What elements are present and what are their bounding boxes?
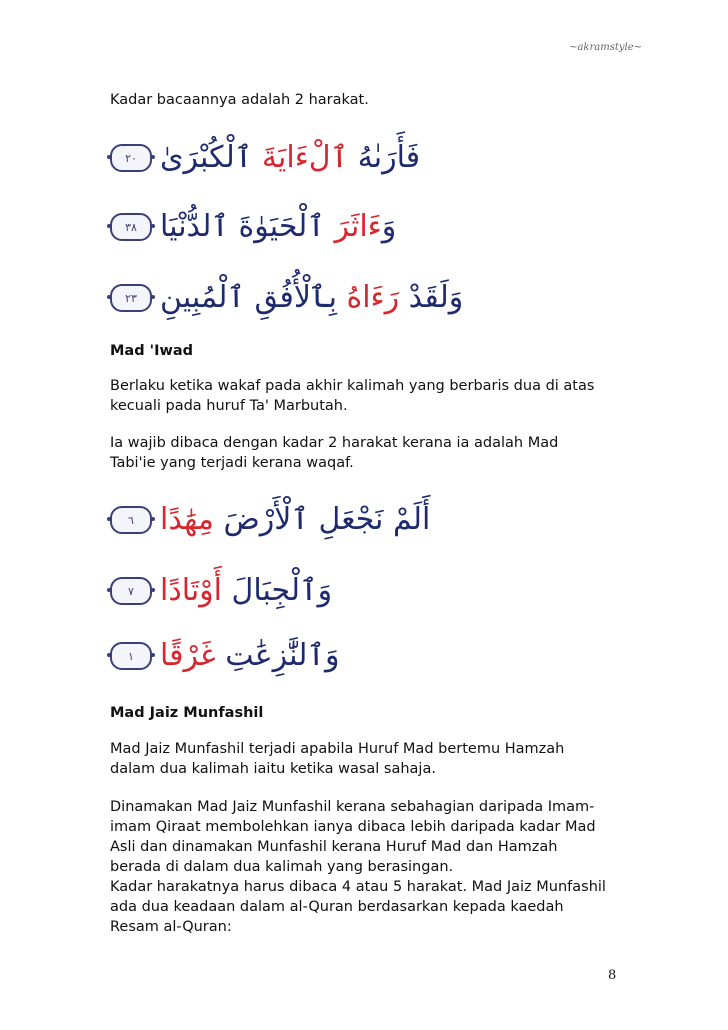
highlighted-word: ٱلْءَايَةَ [261,140,349,175]
arabic-verse: وَٱلنَّٰزِعَٰتِ غَرْقًا [160,638,340,673]
ayah-number-marker: ١ [110,642,152,670]
highlighted-word: مِهَٰدًا [160,502,214,537]
section-heading-mad-jaiz-munfashil: Mad Jaiz Munfashil [110,705,264,721]
ayah-number-marker: ٢٣ [110,284,152,312]
verse-row [110,205,400,249]
header-brand: ~akramstyle~ [569,42,642,53]
paragraph: Dinamakan Mad Jaiz Munfashil kerana sebahagian daripada Imam- imam Qiraat membolehkan ianya dibaca lebih daripada kadar Mad Asli dan dinamakan Munfashil kerana Huruf Mad dan Hamzah berada di dalam dua kalimah yang berasingan. Kadar harakatnya harus dibaca 4 atau 5 harakat. Mad Jaiz Munfashil ada dua keadaan dalam al-Quran berdasarkan kepada kaedah Resam al-Quran: [110,799,606,935]
paragraph: Berlaku ketika wakaf pada akhir kalimah yang berbaris dua di atas kecuali pada huruf Ta' Marbutah. [110,378,595,414]
verse-row [110,276,464,320]
paragraph: Mad Jaiz Munfashil terjadi apabila Huruf Mad bertemu Hamzah dalam dua kalimah iaitu ketika wasal sahaja. [110,741,565,777]
ayah-number-marker: ٧ [110,577,152,605]
paragraph: Ia wajib dibaca dengan kadar 2 harakat kerana ia adalah Mad Tabi'ie yang terjadi kerana waqaf. [110,435,559,471]
ayah-number-marker: ٢٠ [110,144,152,172]
arabic-verse: وَٱلْجِبَالَ أَوْتَادًا [160,573,333,608]
arabic-verse: أَلَمْ نَجْعَلِ ٱلْأَرْضَ مِهَٰدًا [160,502,431,537]
arabic-verse: وَءَاثَرَ ٱلْحَيَوٰةَ ٱلدُّنْيَا [160,209,397,244]
verse-row [110,498,431,542]
intro-text: Kadar bacaannya adalah 2 harakat. [110,92,369,108]
arabic-verse: فَأَرَىٰهُ ٱلْءَايَةَ ٱلْكُبْرَىٰ [160,140,421,175]
highlighted-word: غَرْقًا [160,638,216,673]
highlighted-word: ءَاثَرَ [334,209,382,244]
highlighted-word: رَءَاهُ [346,280,400,315]
page-number: 8 [608,968,617,983]
verse-row [110,569,400,613]
arabic-verse: وَلَقَدْ رَءَاهُ بِٱلْأُفُقِ ٱلْمُبِينِ [160,280,464,315]
verse-row [110,136,421,180]
ayah-number-marker: ٦ [110,506,152,534]
verse-row [110,634,400,678]
highlighted-word: أَوْتَادًا [160,573,223,608]
section-heading-mad-iwad: Mad 'Iwad [110,343,194,359]
ayah-number-marker: ٣٨ [110,213,152,241]
